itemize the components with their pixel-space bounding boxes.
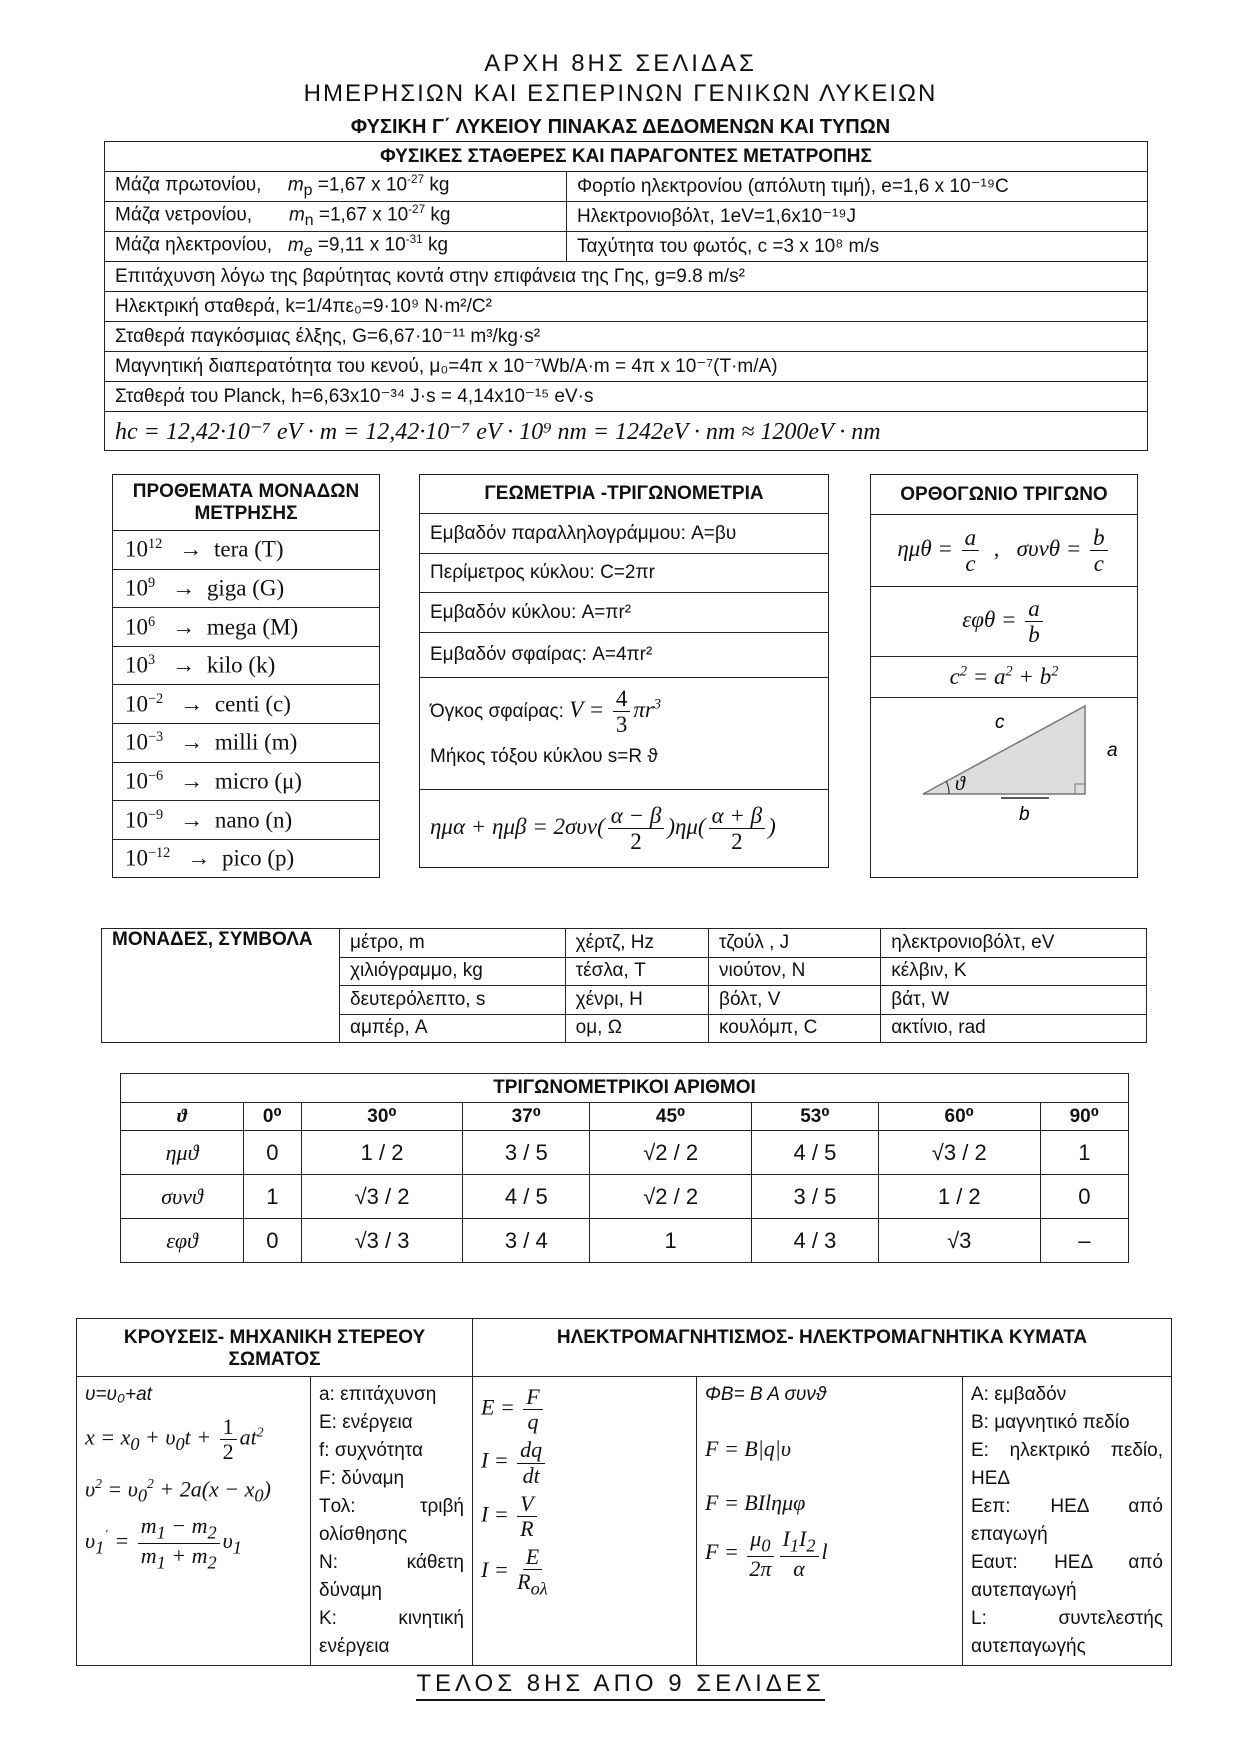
geometry-table	[419, 474, 829, 868]
vacuum-permeability: Μαγνητική διαπερατότητα του κενού, μ₀=4π x 10⁻⁷Wb/A·m = 4π x 10⁻⁷(T·m/A)	[105, 352, 1148, 382]
em-formulas-right: ΦB= B A συνϑ F = B|q|υ F = BIlημφ F = $\frac{\mu_0}{2\pi}$ $\frac{I_1I_2}{\alpha}$ l	[697, 1377, 963, 1666]
planck-constant: Σταθερά του Planck, h=6,63x10⁻³⁴ J·s = 4,14x10⁻¹⁵ eV·s	[105, 382, 1148, 412]
legend-item: K: κινητική ενέργεια	[319, 1608, 464, 1657]
legend-item: Tολ: τριβή ολίσθησης	[319, 1496, 464, 1545]
trig-value: 3 / 4	[463, 1219, 590, 1263]
electronvolt: Ηλεκτρονιοβόλτ, 1eV=1,6x10⁻¹⁹J	[567, 202, 1148, 232]
prefix-row: $10^{-2}$ → centi (c)	[113, 685, 380, 724]
legend-item: F: δύναμη	[319, 1468, 405, 1489]
coulomb-constant: Ηλεκτρική σταθερά, k=1/4πε₀=9·10⁹ N·m²/C²	[105, 292, 1148, 322]
arc-length: Μήκος τόξου κύκλου s=R ϑ	[420, 746, 829, 790]
prefixes-title: ΠΡΟΘΕΜΑΤΑ ΜΟΝΑΔΩΝ ΜΕΤΡΗΣΗΣ	[113, 475, 380, 531]
trig-value: 1 / 2	[301, 1131, 463, 1175]
trig-value: √3 / 2	[301, 1175, 463, 1219]
circle-area: Εμβαδόν κύκλου: A=πr²	[420, 593, 829, 633]
unit-cell: κουλόμπ, C	[709, 1014, 881, 1043]
sin-cos-definition: ημθ = $\frac{a}{c}$ , συνθ = $\frac{b}{c}$	[871, 515, 1138, 587]
unit-cell: κέλβιν, K	[881, 957, 1147, 986]
legend-item: Eαυτ: ΗΕΔ από αυτεπαγωγή	[971, 1552, 1163, 1601]
trig-angle-header: 60⁰	[878, 1103, 1040, 1131]
em-formulas-left: E = $\frac{F}{q}$ I = $\frac{dq}{dt}$ I = $\frac{V}{R}$ I = $\frac{E}{R_{o\lambda}}$	[473, 1377, 697, 1666]
prefix-row: $10^3$ → kilo (k)	[113, 646, 380, 685]
prefix-row: $10^{-12}$ → pico (p)	[113, 839, 380, 878]
unit-cell: χένρι, H	[565, 986, 708, 1015]
prefix-row: $10^9$ → giga (G)	[113, 569, 380, 608]
prefix-row: $10^{-3}$ → milli (m)	[113, 723, 380, 762]
gravitational-constant: Σταθερά παγκόσμιας έλξης, G=6,67·10⁻¹¹ m³/kg·s²	[105, 322, 1148, 352]
mechanics-legend	[311, 1377, 473, 1666]
units-table	[101, 928, 1147, 1043]
unit-cell: τζούλ , J	[709, 929, 881, 958]
trig-angle-header: 0⁰	[244, 1103, 302, 1131]
trig-value: 3 / 5	[463, 1131, 590, 1175]
trig-angle-header: 45⁰	[590, 1103, 752, 1131]
unit-cell: μέτρο, m	[340, 929, 566, 958]
unit-cell: χιλιόγραμμο, kg	[340, 957, 566, 986]
trig-value: √3 / 3	[301, 1219, 463, 1263]
prefixes-table	[112, 474, 380, 878]
constants-table	[104, 141, 1148, 451]
trig-value: 0	[244, 1131, 302, 1175]
triangle-label-c: c	[995, 712, 1005, 733]
trig-value: 4 / 5	[752, 1131, 879, 1175]
prefix-row: $10^{-9}$ → nano (n)	[113, 801, 380, 840]
circle-perimeter: Περίμετρος κύκλου: C=2πr	[420, 554, 829, 593]
right-triangle-table	[870, 474, 1138, 878]
legend-item: N: κάθετη δύναμη	[319, 1552, 464, 1601]
sum-of-sines: ημα + ημβ = 2συν( $\frac{\alpha - \beta}{2}$ )ημ( $\frac{\alpha + \beta}{2}$ )	[420, 790, 829, 868]
speed-of-light: Ταχύτητα του φωτός, c =3 x 10⁸ m/s	[567, 232, 1148, 262]
mechanics-title: ΚΡΟΥΣΕΙΣ- ΜΗΧΑΝΙΚΗ ΣΤΕΡΕΟΥ ΣΩΜΑΤΟΣ	[77, 1319, 473, 1377]
triangle-label-a: a	[1107, 740, 1118, 761]
em-legend	[963, 1377, 1172, 1666]
prefix-row: $10^6$ → mega (M)	[113, 608, 380, 647]
trig-value: 1	[244, 1175, 302, 1219]
legend-item: E: ενέργεια	[319, 1412, 413, 1433]
unit-cell: δευτερόλεπτο, s	[340, 986, 566, 1015]
trig-angle-header: 53⁰	[752, 1103, 879, 1131]
constants-title: ΦΥΣΙΚΕΣ ΣΤΑΘΕΡΕΣ ΚΑΙ ΠΑΡΑΓΟΝΤΕΣ ΜΕΤΑΤΡΟΠΗΣ	[105, 142, 1148, 172]
unit-cell: χέρτζ, Hz	[565, 929, 708, 958]
triangle-label-theta: ϑ	[955, 773, 965, 795]
legend-item: E: ηλεκτρικό πεδίο, ΗΕΔ	[971, 1440, 1163, 1489]
legend-item: Eεπ: ΗΕΔ από επαγωγή	[971, 1496, 1163, 1545]
sphere-area: Εμβαδόν σφαίρας: A=4πr²	[420, 633, 829, 678]
trig-value: 0	[244, 1219, 302, 1263]
page-footer: ΤΕΛΟΣ 8ΗΣ ΑΠΟ 9 ΣΕΛΙΔΕΣ	[0, 1670, 1241, 1698]
legend-item: B: μαγνητικό πεδίο	[971, 1412, 1130, 1433]
trig-value: √2 / 2	[590, 1131, 752, 1175]
tan-definition: εφθ = $\frac{a}{b}$	[871, 587, 1138, 657]
sphere-volume: Όγκος σφαίρας: V = $\frac{4}{3}$ $\pi r^3$	[420, 678, 829, 746]
trig-value: 3 / 5	[752, 1175, 879, 1219]
magnetic-flux: ΦB= B A συνϑ	[705, 1384, 827, 1405]
legend-item: L: συντελεστής αυτεπαγωγής	[971, 1608, 1163, 1657]
collision-formula: $\upsilon_1^΄$ = $\frac{m_1 - m_2}{m_1 + m_2}$ $\upsilon_1$	[85, 1513, 242, 1573]
unit-cell: νιούτον, N	[709, 957, 881, 986]
trig-values-table	[120, 1073, 1129, 1263]
units-label: ΜΟΝΑΔΕΣ, ΣΥΜΒΟΛΑ	[102, 929, 340, 1043]
legend-item: A: εμβαδόν	[971, 1384, 1067, 1405]
velocity-squared-formula: $\upsilon^2 = \upsilon_0^2 + 2a(x - x_0)$	[85, 1476, 271, 1507]
unit-cell: ακτίνιο, rad	[881, 1014, 1147, 1043]
trig-value: √3	[878, 1219, 1040, 1263]
trig-angle-header: 90⁰	[1040, 1103, 1128, 1131]
unit-cell: ηλεκτρονιοβόλτ, eV	[881, 929, 1147, 958]
unit-cell: βόλτ, V	[709, 986, 881, 1015]
unit-cell: αμπέρ, A	[340, 1014, 566, 1043]
pythagorean-theorem: $c^2 = a^2 + b^2$	[871, 657, 1138, 698]
trig-value: 4 / 5	[463, 1175, 590, 1219]
legend-item: f: συχνότητα	[319, 1440, 424, 1461]
triangle-diagram-cell	[871, 698, 1138, 878]
trig-value: √2 / 2	[590, 1175, 752, 1219]
hc-formula: hc = 12,42·10⁻⁷ eV · m = 12,42·10⁻⁷ eV · 10⁹ nm = 1242eV · nm ≈ 1200eV · nm	[105, 412, 1148, 451]
trig-angle-header: 30⁰	[301, 1103, 463, 1131]
trig-value: 1	[1040, 1131, 1128, 1175]
document-title: ΦΥΣΙΚΗ Γ΄ ΛΥΚΕΙΟΥ ΠΙΝΑΚΑΣ ΔΕΔΟΜΕΝΩΝ ΚΑΙ ΤΥΠΩΝ	[350, 116, 891, 138]
trig-function-label: ημϑ	[121, 1131, 244, 1175]
em-title: ΗΛΕΚΤΡΟΜΑΓΝΗΤΙΣΜΟΣ- ΗΛΕΚΤΡΟΜΑΓΝΗΤΙΚΑ ΚΥΜΑΤΑ	[473, 1319, 1172, 1377]
formulas-table	[76, 1318, 1172, 1666]
mechanics-formulas	[77, 1377, 311, 1666]
trig-angle-label: ϑ	[121, 1103, 244, 1131]
velocity-formula: υ=υ₀+at	[85, 1384, 152, 1405]
prefix-row: $10^{12}$ → tera (T)	[113, 531, 380, 570]
electron-mass: Μάζα ηλεκτρονίου, $m_e =9,11$ x $10^{-31}$ kg	[105, 232, 567, 262]
trig-value: 4 / 3	[752, 1219, 879, 1263]
trig-angle-header: 37⁰	[463, 1103, 590, 1131]
geometry-title: ΓΕΩΜΕΤΡΙΑ -ΤΡΙΓΩΝΟΜΕΤΡΙΑ	[420, 475, 829, 514]
header-line-2: ΗΜΕΡΗΣΙΩΝ ΚΑΙ ΕΣΠΕΡΙΝΩΝ ΓΕΝΙΚΩΝ ΛΥΚΕΙΩΝ	[303, 80, 938, 107]
trig-value: 1 / 2	[878, 1175, 1040, 1219]
trig-function-label: εφϑ	[121, 1219, 244, 1263]
electron-charge: Φορτίο ηλεκτρονίου (απόλυτη τιμή), e=1,6 x 10⁻¹⁹C	[567, 172, 1148, 202]
prefix-row: $10^{-6}$ → micro (μ)	[113, 762, 380, 801]
trig-value: 0	[1040, 1175, 1128, 1219]
position-formula: $x = x_0 + \upsilon_0t$ + $\frac{1}{2}$ $at^2$	[85, 1414, 264, 1465]
trig-value: √3 / 2	[878, 1131, 1040, 1175]
trig-value: –	[1040, 1219, 1128, 1263]
neutron-mass: Μάζα νετρονίου, $m_n =1,67$ x $10^{-27}$ kg	[105, 202, 567, 232]
legend-item: a: επιτάχυνση	[319, 1384, 437, 1405]
unit-cell: ομ, Ω	[565, 1014, 708, 1043]
gravity-acceleration: Επιτάχυνση λόγω της βαρύτητας κοντά στην επιφάνεια της Γης, g=9.8 m/s²	[105, 262, 1148, 292]
proton-mass: Μάζα πρωτονίου, $m_p =1,67$ x $10^{-27}$ kg	[105, 172, 567, 202]
unit-cell: βάτ, W	[881, 986, 1147, 1015]
triangle-label-b: b	[1019, 804, 1030, 825]
triangle-diagram	[871, 698, 1137, 876]
triangle-title: ΟΡΘΟΓΩΝΙΟ ΤΡΙΓΩΝΟ	[871, 475, 1138, 515]
trig-function-label: συνϑ	[121, 1175, 244, 1219]
unit-cell: τέσλα, T	[565, 957, 708, 986]
trig-value: 1	[590, 1219, 752, 1263]
header-line-1: ΑΡΧΗ 8ΗΣ ΣΕΛΙΔΑΣ	[484, 50, 757, 77]
trig-title: ΤΡΙΓΩΝΟΜΕΤΡΙΚΟΙ ΑΡΙΘΜΟΙ	[121, 1074, 1129, 1103]
parallelogram-area: Εμβαδόν παραλληλογράμμου: A=βυ	[420, 514, 829, 554]
